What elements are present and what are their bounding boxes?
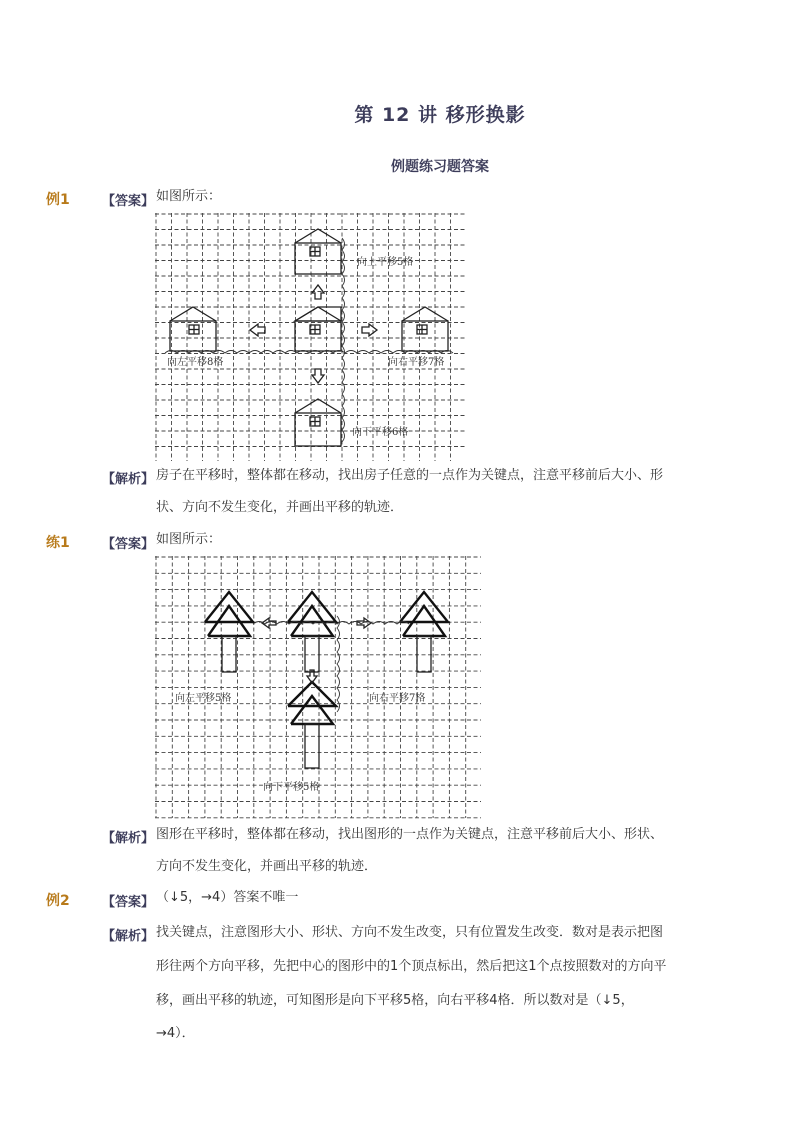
example-2-label: 例2 <box>46 893 70 909</box>
example-1-label: 例1 <box>46 192 70 208</box>
practice-1-analysis-line-2: 方向不发生变化，并画出平移的轨迹． <box>156 859 378 874</box>
example-1-analysis-tag: 【解析】 <box>102 472 155 487</box>
example-1-analysis-line-1: 房子在平移时，整体都在移动，找出房子任意的一点作为关键点，注意平移前后大小、形 <box>156 468 664 483</box>
arrow-left-icon <box>250 324 265 336</box>
example-1-analysis-line-2: 状、方向不发生变化，并画出平移的轨迹． <box>156 500 404 515</box>
tree-right <box>400 592 448 672</box>
example-2-answer-text: （↓5，→4）答案不唯一 <box>156 890 299 905</box>
example-1-answer-text: 如图所示： <box>156 189 222 204</box>
house-original <box>295 307 341 351</box>
tree-down <box>288 682 336 768</box>
example-1-figure <box>155 213 467 463</box>
practice-1-analysis-tag: 【解析】 <box>102 831 155 846</box>
label-down: 向下平移6格 <box>352 427 409 438</box>
house-up <box>295 229 341 274</box>
example-1-answer-tag: 【答案】 <box>102 194 155 209</box>
page-title: 第 12 讲 移形换影 <box>354 104 526 126</box>
house-down <box>295 399 341 446</box>
example-2-analysis-line-4: →4）． <box>156 1026 195 1041</box>
tree-middle <box>288 592 336 672</box>
practice-1-answer-tag: 【答案】 <box>102 537 155 552</box>
example-2-analysis-tag: 【解析】 <box>102 929 155 944</box>
label-up: 向上平移5格 <box>357 257 414 268</box>
practice-1-label: 练1 <box>46 535 70 551</box>
tree-left <box>205 592 253 672</box>
practice-1-answer-text: 如图所示： <box>156 532 222 547</box>
trajectory-vertical <box>337 616 340 712</box>
label-right: 向右平移7格 <box>369 693 426 704</box>
example-2-answer-tag: 【答案】 <box>102 895 155 910</box>
example-2-analysis-line-2: 形往两个方向平移，先把中心的图形中的1个顶点标出，然后把这1个点按照数对的方向平 <box>156 959 667 974</box>
practice-1-figure <box>155 556 483 820</box>
practice-1-analysis-line-1: 图形在平移时，整体都在移动，找出图形的一点作为关键点，注意平移前后大小、形状、 <box>156 827 664 842</box>
label-left: 向左平移8格 <box>167 357 224 368</box>
arrow-right-icon <box>362 324 377 336</box>
example-2-analysis-line-3: 移，画出平移的轨迹，可知图形是向下平移5格，向右平移4格．所以数对是（↓5， <box>156 993 634 1008</box>
example-2-analysis-line-1: 找关键点，注意图形大小、形状、方向不发生改变，只有位置发生改变．数对是表示把图 <box>156 925 664 940</box>
section-subtitle: 例题练习题答案 <box>391 159 489 175</box>
label-down: 向下平移5格 <box>263 782 320 793</box>
label-left: 向左平移5格 <box>175 693 232 704</box>
house-right <box>402 307 448 351</box>
arrow-up-icon <box>312 285 324 299</box>
arrow-down-icon <box>312 369 324 383</box>
house-left <box>170 307 216 351</box>
label-right: 向右平移7格 <box>388 357 445 368</box>
